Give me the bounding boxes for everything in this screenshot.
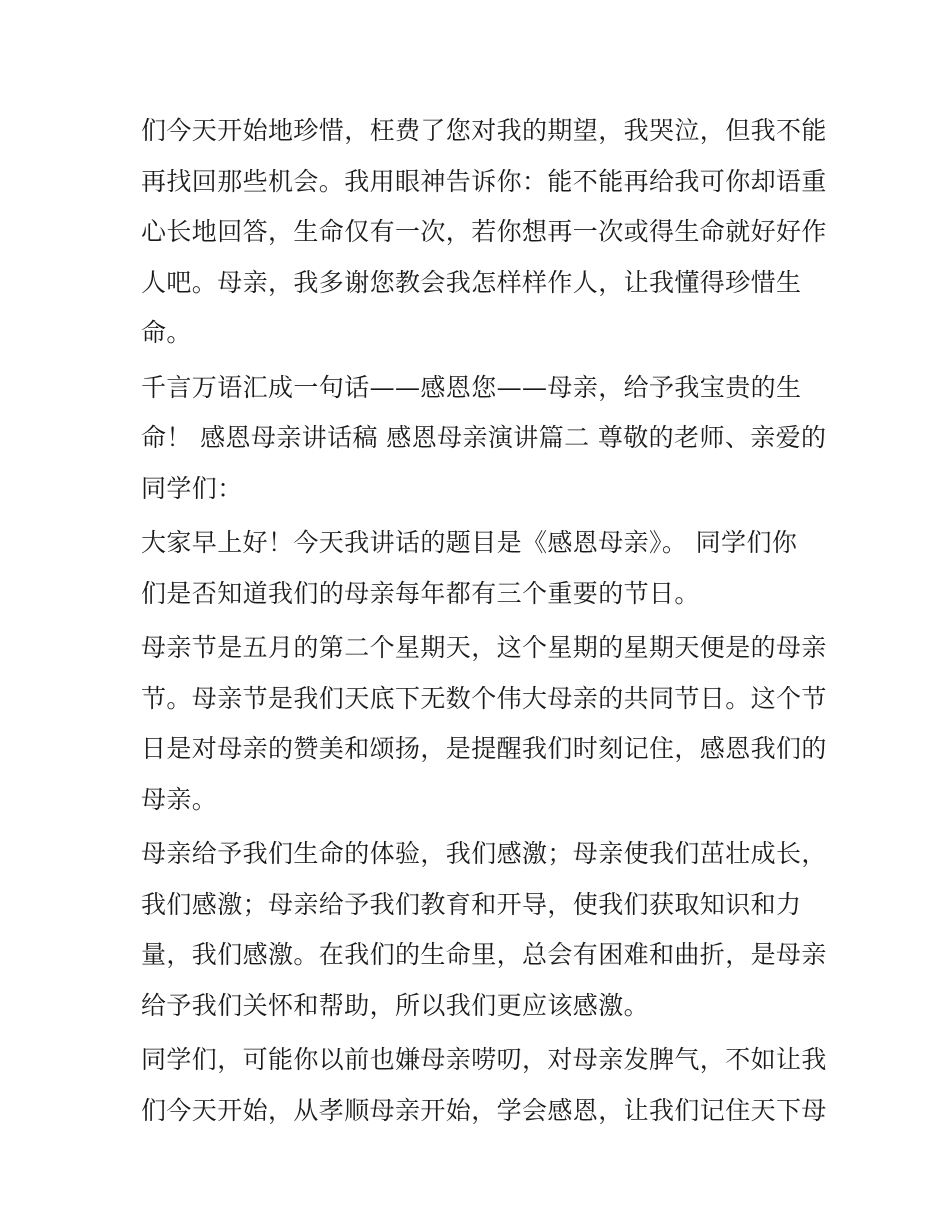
text-line: 给予我们关怀和帮助，所以我们更应该感激。	[141, 990, 650, 1020]
text-line: 大家早上好！今天我讲话的题目是《感恩母亲》。 同学们你	[141, 528, 798, 557]
text-line: 同学们，可能你以前也嫌母亲唠叨，对母亲发脾气，不如让我	[141, 1045, 827, 1074]
text-line: 们今天开始，从孝顺母亲开始，学会感恩，让我们记住天下母	[141, 1095, 827, 1125]
text-line: 母亲节是五月的第二个星期天，这个星期的星期天便是的母亲	[141, 633, 827, 662]
text-line: 日是对母亲的赞美和颂扬，是提醒我们时刻记住，感恩我们的	[141, 734, 827, 763]
text-line: 千言万语汇成一句话——感恩您——母亲，给予我宝贵的生	[141, 372, 802, 402]
text-line: 同学们：	[141, 473, 243, 503]
paragraph-5	[141, 829, 827, 1031]
paragraph-2	[141, 363, 827, 515]
paragraph-3	[141, 518, 813, 619]
text-line: 们是否知道我们的母亲每年都有三个重要的节日。	[141, 578, 700, 608]
paragraph-4	[141, 623, 827, 825]
paragraph-1	[141, 106, 827, 359]
text-line: 们今天开始地珍惜，枉费了您对我的期望，我哭泣，但我不能	[141, 116, 827, 145]
text-line: 命。	[141, 318, 192, 347]
text-line: 母亲给予我们生命的体验，我们感激；母亲使我们茁壮成长，	[141, 839, 827, 868]
paragraph-6	[141, 1035, 827, 1136]
text-line: 再找回那些机会。我用眼神告诉你：能不能再给我可你却语重	[141, 166, 827, 196]
text-line: 节。母亲节是我们天底下无数个伟大母亲的共同节日。这个节	[141, 683, 827, 713]
text-line: 人吧。母亲，我多谢您教会我怎样样作人，让我懂得珍惜生	[141, 267, 802, 297]
text-line: 心长地回答，生命仅有一次，若你想再一次或得生命就好好作	[141, 217, 827, 246]
document-body	[141, 106, 827, 1140]
text-line: 母亲。	[141, 784, 218, 814]
text-line: 量，我们感激。在我们的生命里，总会有困难和曲折，是母亲	[141, 940, 827, 969]
text-line: 命！ 感恩母亲讲话稿 感恩母亲演讲篇二 尊敬的老师、亲爱的	[141, 423, 827, 452]
text-line: 我们感激；母亲给予我们教育和开导，使我们获取知识和力	[141, 889, 802, 919]
